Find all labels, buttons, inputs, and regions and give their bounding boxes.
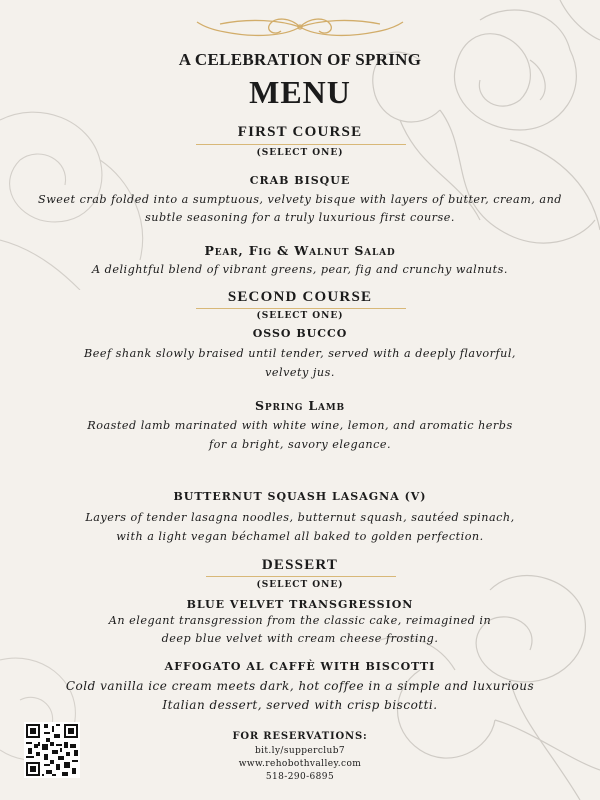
dish-blue-velvet-desc-1: An elegant transgression from the classic cake, reimagined in: [108, 614, 492, 627]
dish-butternut-lasagna-desc-1: Layers of tender lasagna noodles, butternut squash, sautéed spinach,: [85, 511, 515, 524]
reservations-phone[interactable]: 518-290-6895: [265, 772, 335, 782]
dish-osso-bucco-desc-1: Beef shank slowly braised until tender, served with a deeply flavorful,: [84, 347, 516, 360]
menu-subtitle: A CELEBRATION OF SPRING: [178, 50, 422, 69]
gold-flourish-ornament: [195, 14, 405, 40]
first-course-divider: [196, 144, 406, 145]
first-course-heading: FIRST COURSE: [237, 124, 363, 140]
dish-blue-velvet: BLUE VELVET TRANSGRESSION: [186, 598, 414, 611]
dessert-select-note: (SELECT ONE): [256, 580, 344, 590]
dish-osso-bucco-desc-2: velvety jus.: [265, 366, 335, 379]
dish-affogato: AFFOGATO AL CAFFÈ WITH BISCOTTI: [164, 660, 436, 673]
dish-butternut-lasagna: BUTTERNUT SQUASH LASAGNA (V): [173, 490, 427, 503]
dish-spring-lamb: Spring Lamb: [255, 398, 345, 413]
dessert-divider: [206, 576, 396, 577]
dish-spring-lamb-desc-2: for a bright, savory elegance.: [208, 438, 392, 451]
dish-affogato-desc-2: Italian dessert, served with crisp biscotti.: [162, 698, 438, 712]
dish-crab-bisque-desc-1: Sweet crab folded into a sumptuous, velvety bisque with layers of butter, cream, and: [38, 193, 562, 206]
reservations-website[interactable]: www.rehobothvalley.com: [238, 759, 362, 769]
dish-blue-velvet-desc-2: deep blue velvet with cream cheese frosting.: [161, 632, 439, 645]
dish-crab-bisque: CRAB BISQUE: [249, 174, 351, 187]
reservations-heading: FOR RESERVATIONS:: [232, 731, 368, 742]
second-course-select-note: (SELECT ONE): [256, 311, 344, 321]
first-course-select-note: (SELECT ONE): [256, 148, 344, 158]
dish-affogato-desc-1: Cold vanilla ice cream meets dark, hot coffee in a simple and luxurious: [65, 679, 535, 693]
dish-spring-lamb-desc-1: Roasted lamb marinated with white wine, lemon, and aromatic herbs: [87, 419, 513, 432]
dish-pear-fig-salad-desc: A delightful blend of vibrant greens, pear, fig and crunchy walnuts.: [92, 263, 508, 276]
dish-butternut-lasagna-desc-2: with a light vegan béchamel all baked to golden perfection.: [116, 530, 484, 543]
second-course-divider: [196, 308, 406, 309]
menu-title: MENU: [249, 74, 351, 110]
second-course-heading: SECOND COURSE: [227, 289, 373, 305]
dish-osso-bucco: OSSO BUCCO: [252, 327, 348, 340]
dish-crab-bisque-desc-2: subtle seasoning for a truly luxurious first course.: [145, 211, 455, 224]
reservations-link[interactable]: bit.ly/supperclub7: [254, 746, 346, 756]
dish-pear-fig-salad: Pear, Fig & Walnut Salad: [204, 243, 396, 258]
dessert-heading: DESSERT: [261, 557, 339, 573]
